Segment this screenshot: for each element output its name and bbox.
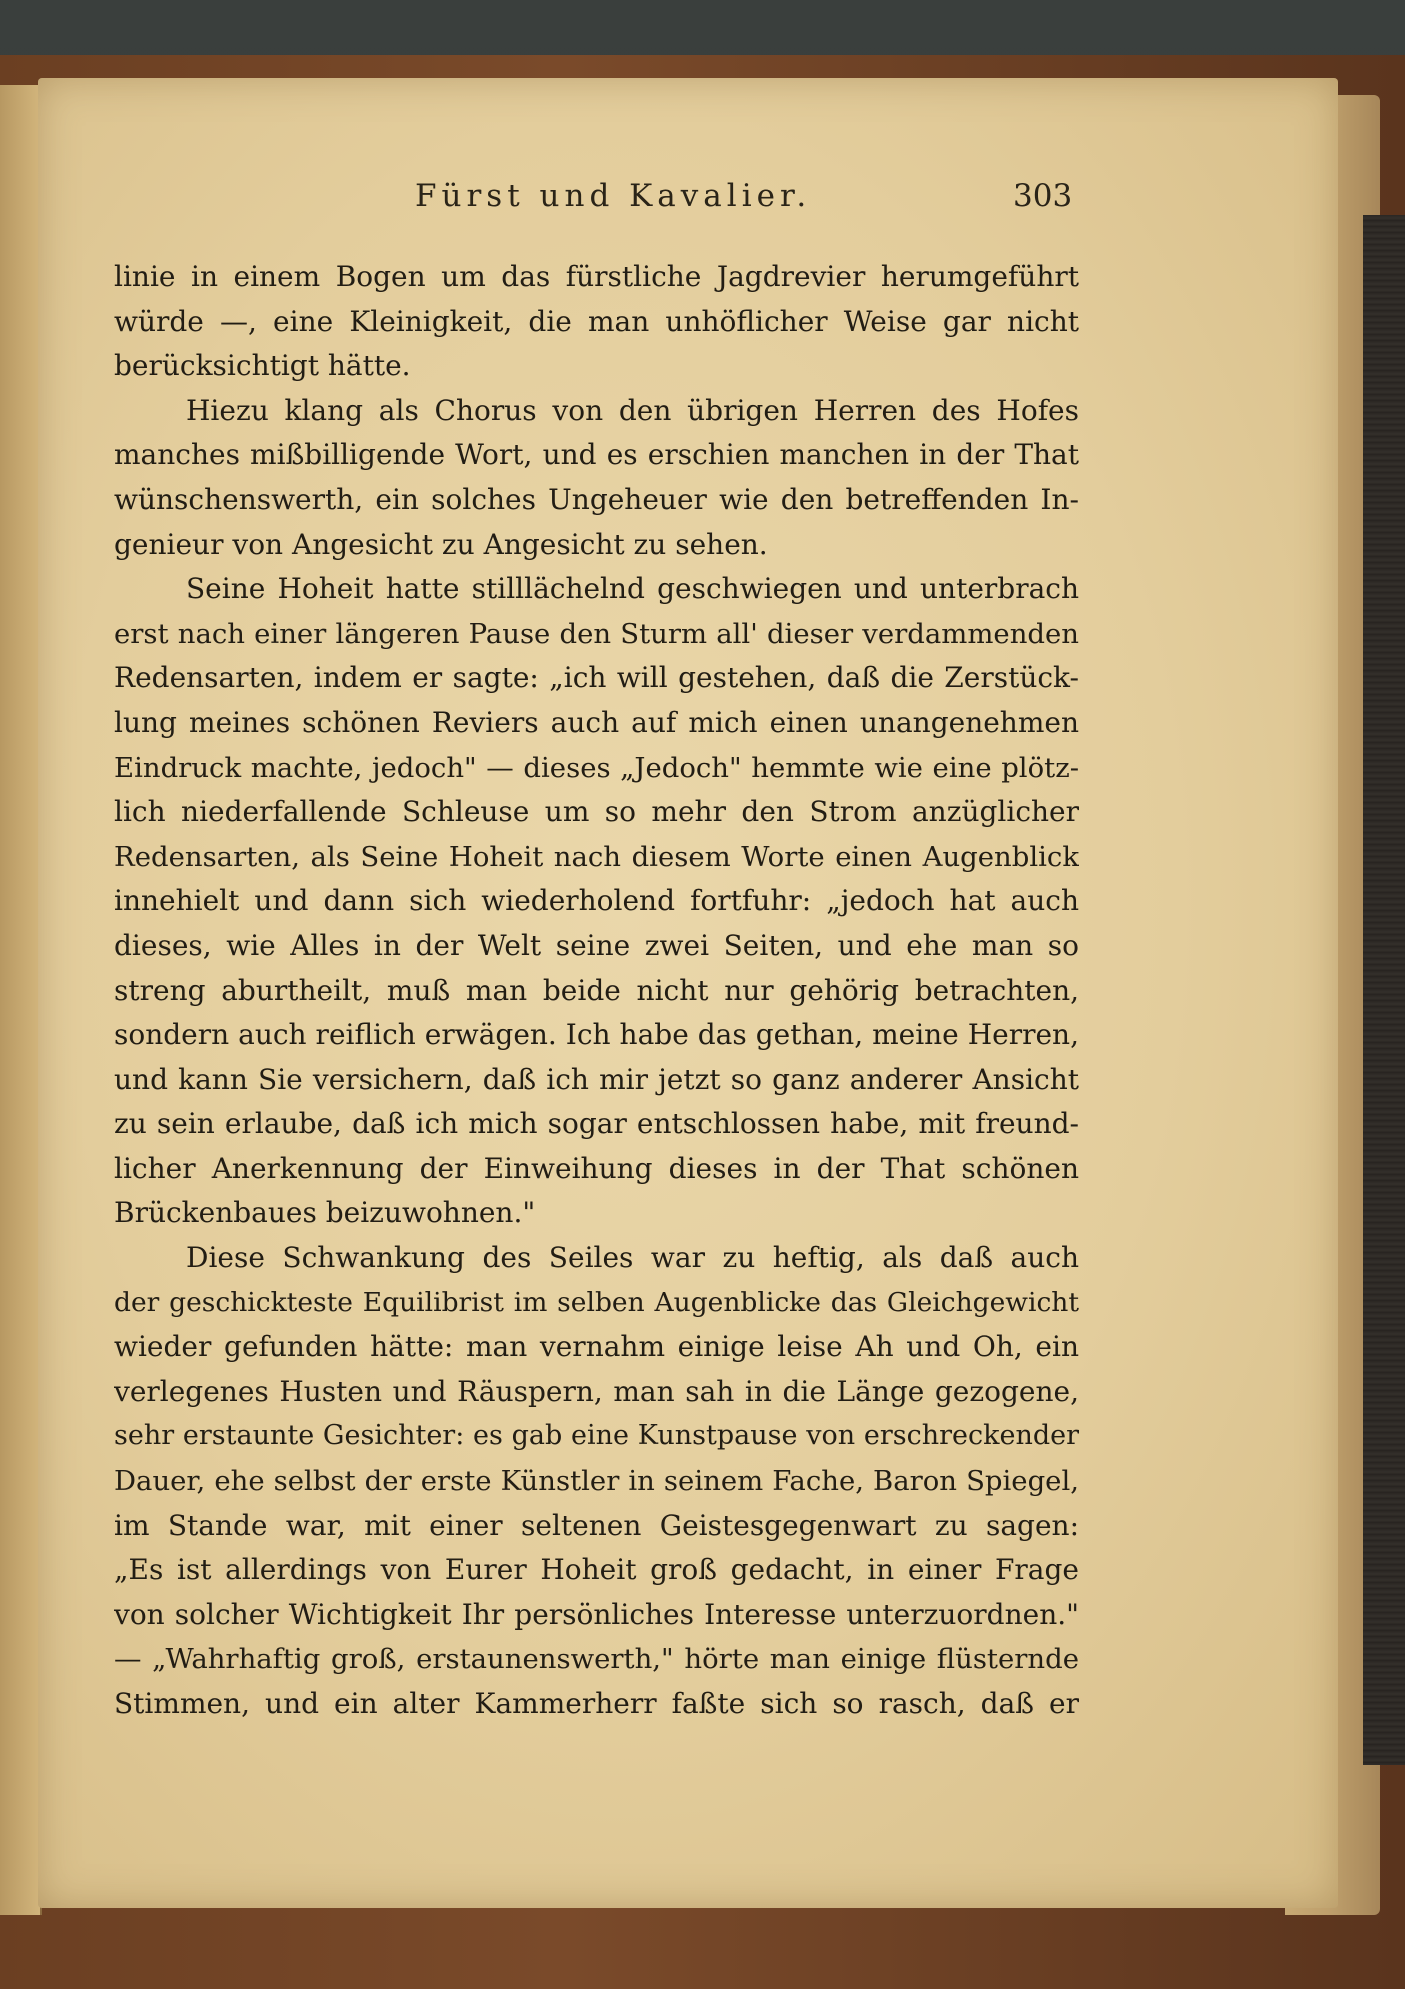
text-line: lich niederfallende Schleuse um so mehr den Strom anzüglicher (114, 795, 1079, 829)
text-line: Redensarten, als Seine Hoheit nach diesem Worte einen Augenblick (114, 840, 1079, 873)
text-line: Hiezu klang als Chorus von den übrigen Herren des Hofes (186, 393, 1079, 427)
text-line: Brückenbaues beizuwohnen." (114, 1196, 536, 1230)
text-line: Diese Schwankung des Seiles war zu heftig, als daß auch (186, 1241, 1079, 1275)
text-line: der geschickteste Equilibrist im selben Augenblicke das Gleichgewicht (114, 1286, 1079, 1318)
text-line: von solcher Wichtigkeit Ihr persönliches Interesse unterzuordnen." (114, 1597, 1079, 1631)
text-line: sondern auch reiflich erwägen. Ich habe das gethan, meine Herren, (114, 1018, 1079, 1052)
text-line: genieur von Angesicht zu Angesicht zu sehen. (114, 527, 768, 561)
text-line: und kann Sie versichern, daß ich mir jetzt so ganz anderer Ansicht (114, 1062, 1079, 1096)
text-line: im Stande war, mit einer seltenen Geistesgegenwart zu sagen: (114, 1508, 1079, 1542)
text-line: manches mißbilligende Wort, und es erschien manchen in der That (114, 438, 1079, 472)
text-line: innehielt und dann sich wiederholend fortfuhr: „jedoch hat auch (114, 884, 1079, 918)
text-line: würde —, eine Kleinigkeit, die man unhöflicher Weise gar nicht (114, 304, 1079, 338)
text-line: — „Wahrhaftig groß, erstaunenswerth," hörte man einige flüsternde (114, 1643, 1079, 1676)
text-line: Seine Hoheit hatte stilllächelnd geschwiegen und unterbrach (186, 572, 1079, 606)
body-text (114, 255, 1079, 1727)
text-line: lung meines schönen Reviers auch auf mich einen unangenehmen (114, 705, 1079, 739)
text-line: erst nach einer längeren Pause den Sturm all' dieser verdammenden (114, 617, 1079, 650)
text-line: linie in einem Bogen um das fürstliche Jagdrevier herumgeführt (114, 260, 1079, 293)
text-line: Dauer, ehe selbst der erste Künstler in seinem Fache, Baron Spiegel, (114, 1465, 1079, 1498)
text-line: streng aburtheilt, muß man beide nicht nur gehörig betrachten, (114, 973, 1079, 1007)
running-title: Fürst und Kavalier. (415, 178, 812, 214)
page-number: 303 (1013, 178, 1073, 214)
text-line: „Es ist allerdings von Eurer Hoheit groß gedacht, in einer Frage (114, 1553, 1079, 1587)
text-line: licher Anerkennung der Einweihung dieses in der That schönen (114, 1151, 1079, 1185)
text-line: wünschenswerth, ein solches Ungeheuer wie den betreffenden In- (114, 482, 1079, 516)
text-line: dieses, wie Alles in der Welt seine zwei Seiten, und ehe man so (114, 928, 1079, 962)
text-line: Eindruck machte, jedoch" — dieses „Jedoch" hemmte wie eine plötz- (114, 751, 1079, 784)
page-header (38, 178, 1338, 228)
text-line: sehr erstaunte Gesichter: es gab eine Kunstpause von erschreckender (114, 1420, 1079, 1452)
text-line: zu sein erlaube, daß ich mich sogar entschlossen habe, mit freund- (114, 1107, 1079, 1141)
text-line: verlegenes Husten und Räuspern, man sah in die Länge gezogene, (114, 1374, 1079, 1408)
text-line: berücksichtigt hätte. (114, 349, 411, 383)
left-page-edge (0, 85, 42, 1915)
text-line: wieder gefunden hätte: man vernahm einige leise Ah und Oh, ein (114, 1330, 1079, 1364)
text-line: Stimmen, und ein alter Kammerherr faßte sich so rasch, daß er (114, 1687, 1079, 1720)
cloth-spine (1363, 215, 1405, 1765)
text-line: Redensarten, indem er sagte: „ich will gestehen, daß die Zerstück- (114, 661, 1079, 695)
